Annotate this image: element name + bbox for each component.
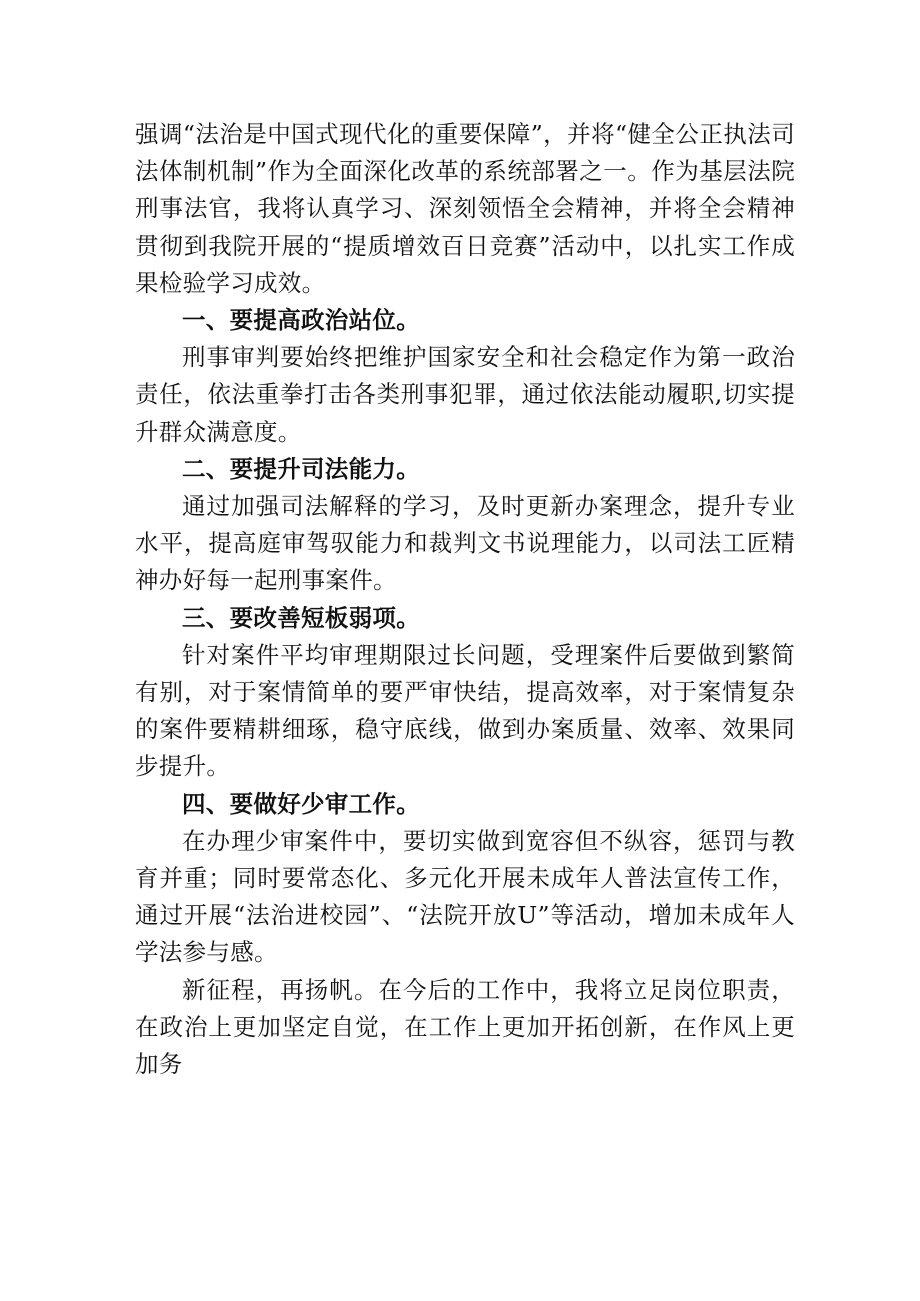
closing-paragraph: 新征程，再扬帆。在今后的工作中，我将立足岗位职责，在政治上更加坚定自觉，在工作上更加开拓创新，在作风上更加务 — [135, 975, 795, 1079]
section-body-4: 在办理少审案件中，要切实做到宽容但不纵容，惩罚与教育并重；同时要常态化、多元化开展未成年人普法宣传工作，通过开展“法治进校园”、“法院开放U”等活动，增加未成年人学法参与感。 — [135, 826, 795, 967]
intro-paragraph: 强调“法治是中国式现代化的重要保障”，并将“健全公正执法司法体制机制”作为全面深化改革的系统部署之一。作为基层法院刑事法官，我将认真学习、深刻领悟全会精神，并将全会精神贯彻到我院开展的“提质增效百日竞赛”活动中，以扎实工作成果检验学习成效。 — [135, 120, 795, 297]
section-heading-1: 一、要提高政治站位。 — [182, 306, 420, 335]
document-body — [135, 116, 795, 1083]
section-heading-4: 四、要做好少审工作。 — [182, 789, 420, 818]
section-body-2: 通过加强司法解释的学习，及时更新办案理念，提升专业水平，提高庭审驾驭能力和裁判文书说理能力，以司法工匠精神办好每一起刑事案件。 — [135, 492, 795, 595]
section-body-3: 针对案件平均审理期限过长问题，受理案件后要做到繁简有别，对于案情简单的要严审快结，提高效率，对于案情复杂的案件要精耕细琢，稳守底线，做到办案质量、效率、效果同步提升。 — [135, 640, 795, 781]
section-body-1: 刑事审判要始终把维护国家安全和社会稳定作为第一政治责任，依法重拳打击各类刑事犯罪，通过依法能动履职,切实提升群众满意度。 — [135, 343, 795, 446]
section-heading-3: 三、要改善短板弱项。 — [182, 603, 420, 632]
section-heading-2: 二、要提升司法能力。 — [182, 454, 420, 483]
